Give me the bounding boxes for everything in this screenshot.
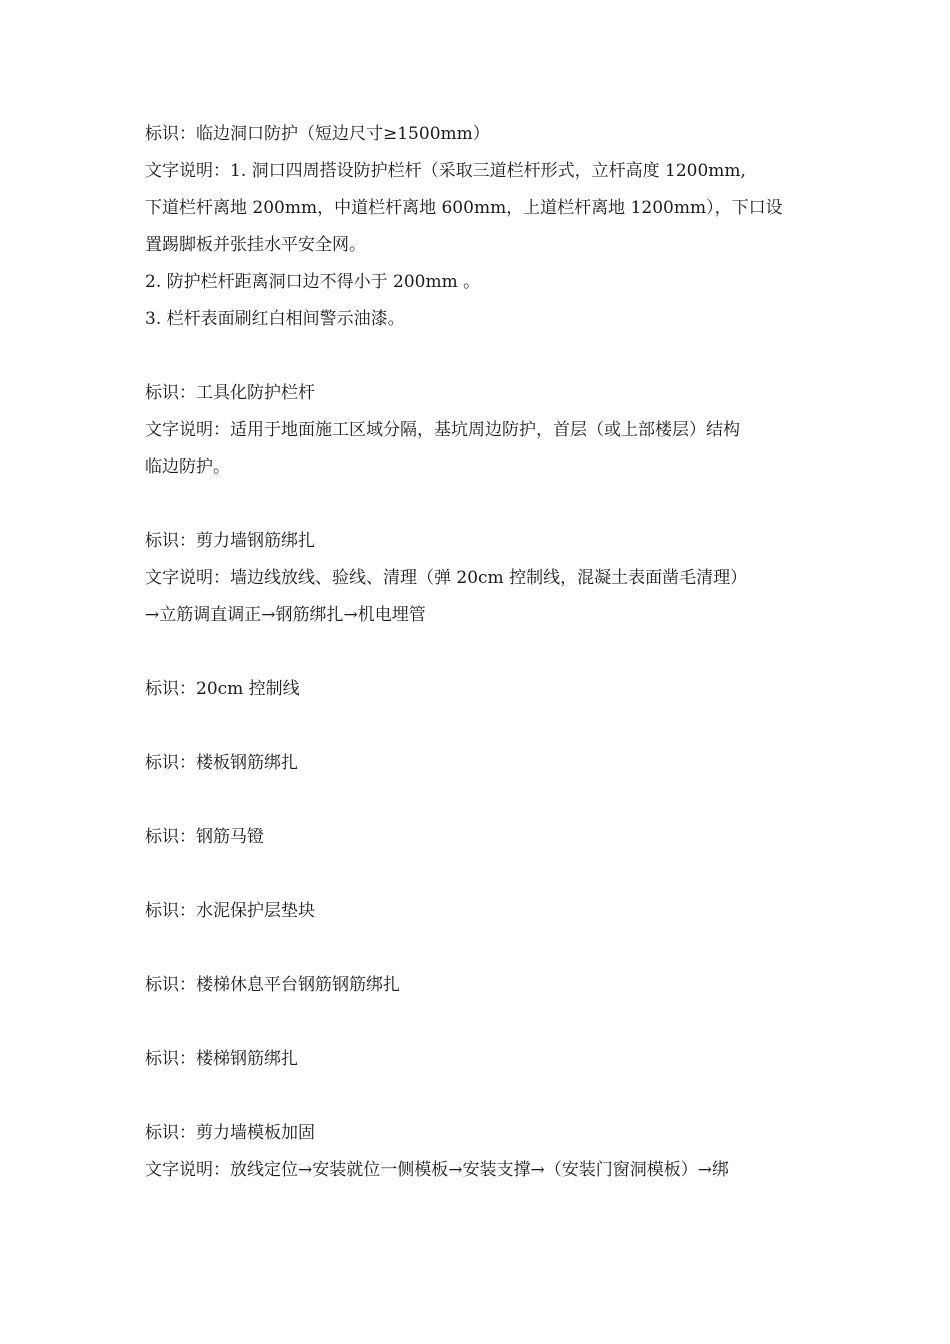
label-line: 标识：临边洞口防护（短边尺寸≥1500mm） — [145, 124, 490, 144]
label-line: 标识：20cm 控制线 — [145, 679, 300, 699]
section-slab-rebar — [145, 745, 810, 782]
description-line: 文字说明：放线定位→安装就位一侧模板→安装支撑→（安装门窗洞模板）→绑 — [145, 1160, 729, 1180]
description-line: 2. 防护栏杆距离洞口边不得小于 200mm 。 — [145, 272, 481, 292]
section-shear-wall-rebar — [145, 523, 810, 634]
section-control-line — [145, 671, 810, 708]
label-line: 标识：剪力墙钢筋绑扎 — [145, 531, 315, 551]
section-stair-rebar — [145, 1041, 810, 1078]
label-line: 标识：钢筋马镫 — [145, 827, 264, 847]
document-body — [145, 116, 810, 1189]
paragraph-gap — [145, 338, 810, 375]
paragraph-gap — [145, 634, 810, 671]
description-line: 置踢脚板并张挂水平安全网。 — [145, 235, 366, 255]
label-line: 标识：楼梯休息平台钢筋钢筋绑扎 — [145, 975, 400, 995]
description-line: 文字说明：1. 洞口四周搭设防护栏杆（采取三道栏杆形式，立杆高度 1200mm, — [145, 161, 746, 181]
label-line: 标识：楼梯钢筋绑扎 — [145, 1049, 298, 1069]
description-line: 3. 栏杆表面刷红白相间警示油漆。 — [145, 309, 405, 329]
paragraph-gap — [145, 930, 810, 967]
section-rebar-chair — [145, 819, 810, 856]
description-line: 文字说明：墙边线放线、验线、清理（弹 20cm 控制线，混凝土表面凿毛清理） — [145, 568, 748, 588]
label-line: 标识：水泥保护层垫块 — [145, 901, 315, 921]
label-line: 标识：剪力墙模板加固 — [145, 1123, 315, 1143]
description-line: 临边防护。 — [145, 457, 230, 477]
section-cover-spacer — [145, 893, 810, 930]
section-shear-wall-formwork — [145, 1115, 810, 1189]
section-tool-guardrail — [145, 375, 810, 486]
paragraph-gap — [145, 486, 810, 523]
description-line: →立筋调直调正→钢筋绑扎→机电埋管 — [145, 605, 426, 625]
paragraph-gap — [145, 856, 810, 893]
description-line: 下道栏杆离地 200mm，中道栏杆离地 600mm，上道栏杆离地 1200mm），下口设 — [145, 198, 783, 218]
section-edge-opening-protection — [145, 116, 810, 338]
paragraph-gap — [145, 1078, 810, 1115]
paragraph-gap — [145, 782, 810, 819]
label-line: 标识：工具化防护栏杆 — [145, 383, 315, 403]
paragraph-gap — [145, 1004, 810, 1041]
description-line: 文字说明：适用于地面施工区域分隔，基坑周边防护，首层（或上部楼层）结构 — [145, 420, 740, 440]
paragraph-gap — [145, 708, 810, 745]
label-line: 标识：楼板钢筋绑扎 — [145, 753, 298, 773]
section-stair-landing-rebar — [145, 967, 810, 1004]
